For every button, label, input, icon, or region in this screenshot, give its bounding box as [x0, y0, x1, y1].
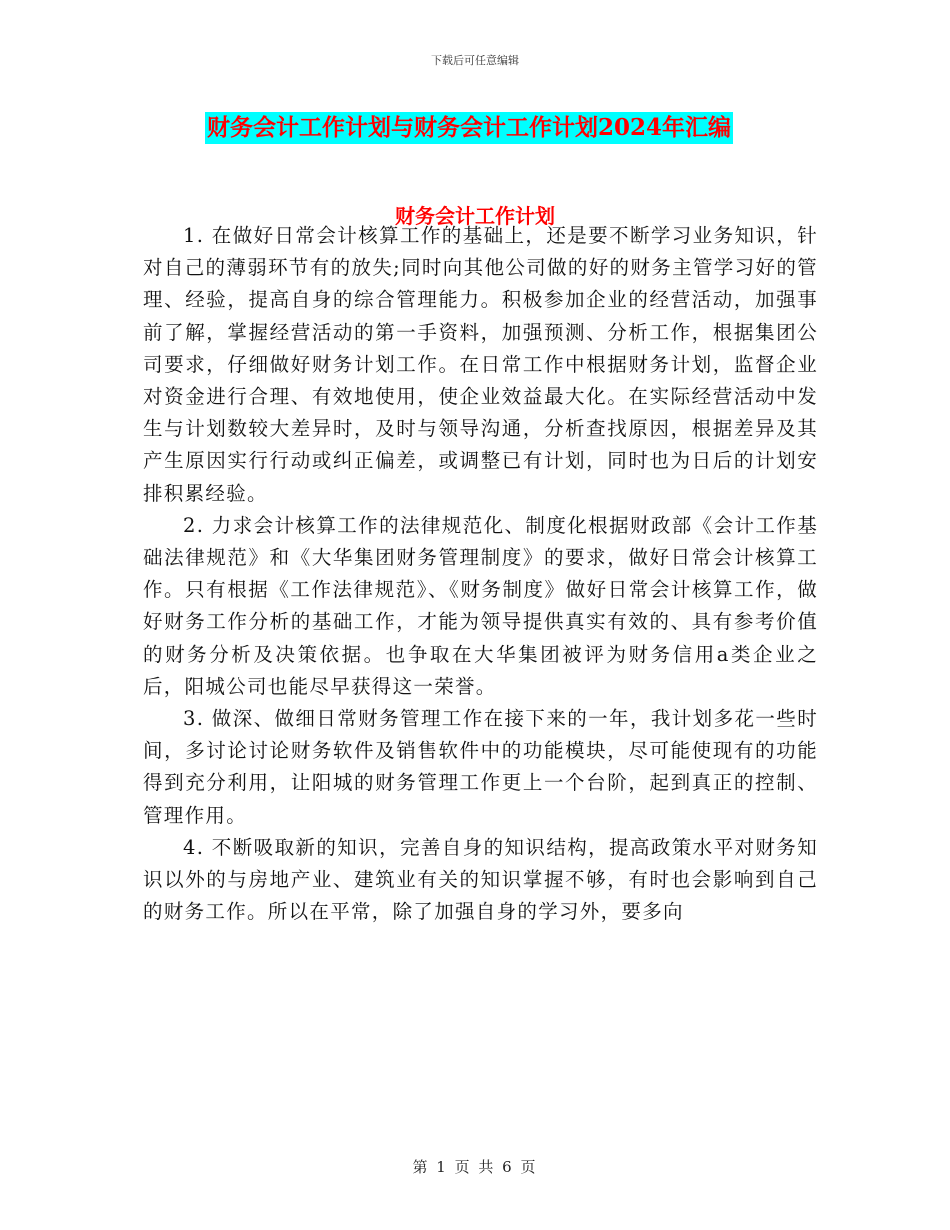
body-text — [143, 220, 818, 928]
page-number: 第 1 页 共 6 页 — [412, 1158, 538, 1176]
paragraph-1: 1. 在做好日常会计核算工作的基础上，还是要不断学习业务知识，针对自己的薄弱环节有的放失;同时向其他公司做的好的财务主管学习好的管理、经验，提高自身的综合管理能力。积极参加企业的经营活动，加强事前了解，掌握经营活动的第一手资料，加强预测、分析工作，根据集团公司要求，仔细做好财务计划工作。在日常工作中根据财务计划，监督企业对资金进行合理、有效地使用，使企业效益最大化。在实际经营活动中发生与计划数较大差异时，及时与领导沟通，分析查找原因，根据差异及其产生原因实行行动或纠正偏差，或调整已有计划，同时也为日后的计划安排积累经验。 — [143, 224, 818, 505]
paragraph-4: 4. 不断吸取新的知识，完善自身的知识结构，提高政策水平对财务知识以外的与房地产业、建筑业有关的知识掌握不够，有时也会影响到自己的财务工作。所以在平常，除了加强自身的学习外，要多向 — [143, 835, 818, 924]
paragraph-3: 3. 做深、做细日常财务管理工作在接下来的一年，我计划多花一些时间，多讨论讨论财务软件及销售软件中的功能模块，尽可能使现有的功能得到充分利用，让阳城的财务管理工作更上一个台阶，起到真正的控制、管理作用。 — [143, 707, 818, 827]
document-title: 财务会计工作计划与财务会计工作计划2024年汇编 — [205, 112, 733, 144]
paragraph-2: 2. 力求会计核算工作的法律规范化、制度化根据财政部《会计工作基础法律规范》和《大华集团财务管理制度》的要求，做好日常会计核算工作。只有根据《工作法律规范》、《财务制度》做好日常会计核算工作，做好财务工作分析的基础工作，才能为领导提供真实有效的、具有参考价值的财务分析及决策依据。也争取在大华集团被评为财务信用a类企业之后，阳城公司也能尽早获得这一荣誉。 — [143, 513, 818, 698]
section-title: 财务会计工作计划 — [395, 204, 555, 228]
page-header-note: 下载后可任意编辑 — [431, 54, 519, 67]
